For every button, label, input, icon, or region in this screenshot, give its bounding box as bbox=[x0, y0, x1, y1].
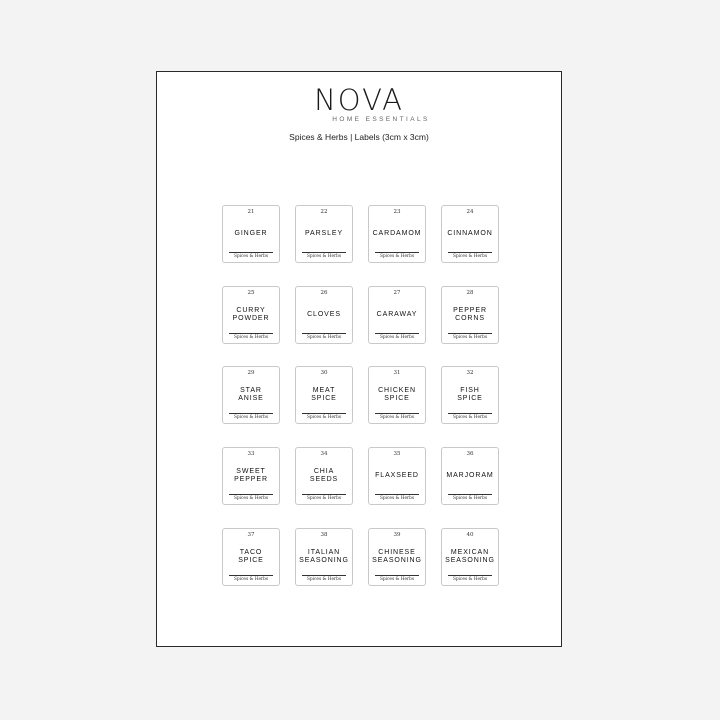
spice-label bbox=[368, 205, 426, 263]
spice-label bbox=[295, 528, 353, 586]
spice-label bbox=[222, 366, 280, 424]
label-name: CURRY POWDER bbox=[232, 306, 270, 322]
label-divider bbox=[375, 413, 419, 414]
spice-label bbox=[368, 286, 426, 344]
label-name: CHINESE SEASONING bbox=[372, 548, 422, 564]
label-name: MEXICAN SEASONING bbox=[445, 548, 495, 564]
label-category: Spices & Herbs bbox=[379, 415, 415, 421]
label-number: 25 bbox=[247, 289, 255, 296]
label-number: 27 bbox=[393, 289, 401, 296]
label-category: Spices & Herbs bbox=[233, 334, 269, 340]
spice-label bbox=[222, 528, 280, 586]
label-category: Spices & Herbs bbox=[452, 334, 488, 340]
label-number: 35 bbox=[393, 451, 401, 458]
label-divider bbox=[448, 413, 492, 414]
label-divider bbox=[448, 494, 492, 495]
label-number: 23 bbox=[393, 209, 401, 215]
label-number: 26 bbox=[320, 289, 328, 296]
spice-label bbox=[222, 205, 280, 263]
label-number: 37 bbox=[247, 531, 255, 538]
label-number: 30 bbox=[320, 370, 328, 377]
label-number: 38 bbox=[320, 531, 328, 538]
label-category: Spices & Herbs bbox=[306, 496, 342, 502]
label-category: Spices & Herbs bbox=[306, 415, 342, 421]
label-category: Spices & Herbs bbox=[452, 254, 488, 259]
label-number: 39 bbox=[393, 531, 401, 538]
label-name: CARAWAY bbox=[376, 310, 418, 318]
spice-label bbox=[295, 205, 353, 263]
label-number: 34 bbox=[320, 451, 328, 458]
label-name: PARSLEY bbox=[304, 230, 344, 237]
label-divider bbox=[302, 333, 346, 334]
label-divider bbox=[448, 333, 492, 334]
spice-label bbox=[368, 528, 426, 586]
label-number: 21 bbox=[247, 209, 255, 215]
label-divider bbox=[229, 413, 273, 414]
label-divider bbox=[302, 413, 346, 414]
label-category: Spices & Herbs bbox=[452, 415, 488, 421]
label-name: MARJORAM bbox=[446, 472, 494, 480]
spice-label bbox=[441, 286, 499, 344]
label-category: Spices & Herbs bbox=[379, 496, 415, 502]
label-number: 24 bbox=[466, 209, 474, 215]
label-divider bbox=[448, 575, 492, 576]
label-number: 28 bbox=[466, 289, 474, 296]
brand-logo bbox=[157, 84, 561, 123]
label-number: 36 bbox=[466, 451, 474, 458]
label-name: SWEET PEPPER bbox=[234, 468, 268, 484]
spice-label bbox=[441, 528, 499, 586]
label-name: MEAT SPICE bbox=[311, 387, 337, 403]
label-name: CINNAMON bbox=[447, 230, 493, 237]
label-divider bbox=[375, 252, 419, 253]
spice-label bbox=[368, 447, 426, 505]
label-category: Spices & Herbs bbox=[379, 254, 415, 259]
label-divider bbox=[302, 494, 346, 495]
label-name: CLOVES bbox=[307, 310, 341, 318]
label-number: 22 bbox=[320, 209, 328, 215]
label-name: CHIA SEEDS bbox=[309, 468, 339, 484]
label-sheet bbox=[156, 71, 562, 647]
spice-label bbox=[441, 447, 499, 505]
spice-label bbox=[441, 366, 499, 424]
spice-label bbox=[441, 205, 499, 263]
label-category: Spices & Herbs bbox=[452, 496, 488, 502]
label-category: Spices & Herbs bbox=[306, 254, 342, 259]
label-divider bbox=[229, 333, 273, 334]
spice-label bbox=[295, 447, 353, 505]
label-divider bbox=[229, 252, 273, 253]
label-category: Spices & Herbs bbox=[306, 334, 342, 340]
label-divider bbox=[229, 575, 273, 576]
label-divider bbox=[229, 494, 273, 495]
label-name: ITALIAN SEASONING bbox=[299, 548, 349, 564]
label-category: Spices & Herbs bbox=[379, 576, 415, 582]
label-number: 32 bbox=[466, 370, 474, 377]
label-name: CHICKEN SPICE bbox=[378, 387, 416, 403]
label-category: Spices & Herbs bbox=[233, 415, 269, 421]
label-name: FLAXSEED bbox=[375, 472, 419, 480]
label-name: CARDAMOM bbox=[372, 230, 422, 237]
label-number: 29 bbox=[247, 370, 255, 377]
label-number: 31 bbox=[393, 370, 401, 377]
label-number: 40 bbox=[466, 531, 474, 538]
label-category: Spices & Herbs bbox=[233, 496, 269, 502]
label-name: FISH SPICE bbox=[457, 387, 483, 403]
spice-label bbox=[222, 286, 280, 344]
label-category: Spices & Herbs bbox=[379, 334, 415, 340]
spice-label bbox=[368, 366, 426, 424]
label-number: 33 bbox=[247, 451, 255, 458]
label-name: GINGER bbox=[234, 230, 268, 237]
label-category: Spices & Herbs bbox=[233, 254, 269, 259]
label-divider bbox=[375, 575, 419, 576]
label-name: TACO SPICE bbox=[238, 548, 264, 564]
label-divider bbox=[375, 333, 419, 334]
brand-tagline: HOME ESSENTIALS bbox=[332, 116, 430, 123]
label-category: Spices & Herbs bbox=[452, 576, 488, 582]
spice-label bbox=[295, 286, 353, 344]
brand-name: NOVA bbox=[314, 83, 404, 117]
label-name: STAR ANISE bbox=[238, 387, 264, 403]
spice-label bbox=[295, 366, 353, 424]
label-divider bbox=[448, 252, 492, 253]
label-grid bbox=[222, 205, 499, 586]
label-divider bbox=[375, 494, 419, 495]
label-divider bbox=[302, 575, 346, 576]
label-category: Spices & Herbs bbox=[233, 576, 269, 582]
sheet-subtitle: Spices & Herbs | Labels (3cm x 3cm) bbox=[289, 132, 429, 142]
label-category: Spices & Herbs bbox=[306, 576, 342, 582]
spice-label bbox=[222, 447, 280, 505]
label-divider bbox=[302, 252, 346, 253]
label-name: PEPPER CORNS bbox=[453, 306, 487, 322]
